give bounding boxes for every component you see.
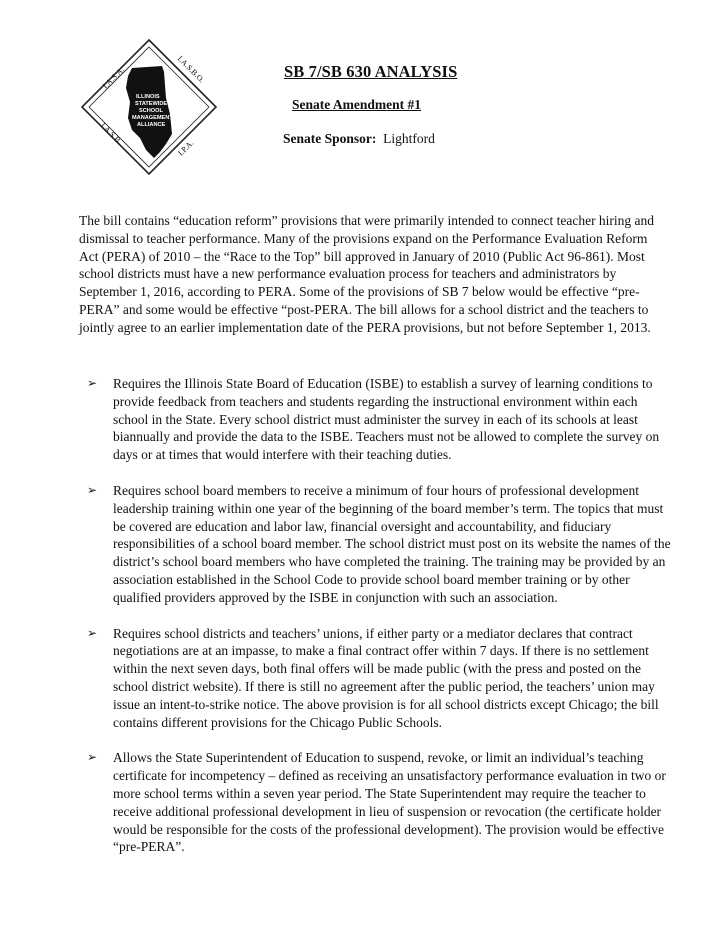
list-item-text: Requires school districts and teachers’ unions, if either party or a mediator declares that contract negotiations are at an impasse, to make a final contract offer within 7 days. If there is no settlement within the next seven days, both final offers will be made public (with the press and posted on the school district website). If there is still no agreement after the public period, the teachers’ union may issue an intent-to-strike notice. The above provision is for all school districts except Chicago; the bill contains different provisions for the Chicago Public Schools. xyxy=(113,625,659,730)
sponsor-label: Senate Sponsor: xyxy=(283,131,377,146)
sponsor-line xyxy=(283,131,435,147)
list-item xyxy=(87,482,672,607)
provisions-list xyxy=(87,375,672,874)
logo-corner-bottom-right: I.P.A. xyxy=(176,138,196,158)
logo-name-line: ILLINOIS xyxy=(136,94,160,100)
list-item-text: Requires the Illinois State Board of Education (ISBE) to establish a survey of learning conditions to provide feedback from teachers and students regarding the instructional environment within each school in the State. Every school district must administer the survey in each of its schools at least biannually and provide the data to the ISBE. Teachers must not be allowed to complete the survey on days or at times that would interfere with their teaching duties. xyxy=(113,376,660,463)
logo-name-line: STATEWIDE xyxy=(135,101,168,107)
logo-name-line: MANAGEMENT xyxy=(132,115,173,121)
amendment-label: Senate Amendment #1 xyxy=(292,97,421,112)
intro-paragraph: The bill contains “education reform” provisions that were primarily intended to connect teacher hiring and dismissal to teacher performance. Many of the provisions expand on the Performance Evaluation Reform Act (PERA) of 2010 – the “Race to the Top” bill approved in January of 2010 (Public Act 96-861). Most school districts must have a new performance evaluation process for teachers and administrators by September 1, 2016, according to PERA. Some of the provisions of SB 7 below would be effective “pre-PERA” and some would be effective “post-PERA. The bill allows for a school district and the teachers to jointly agree to an earlier implementation date of the PERA provisions, but not before September 1, 2013. xyxy=(79,213,655,335)
logo-name-line: SCHOOL xyxy=(139,108,163,114)
logo-name-line: ALLIANCE xyxy=(137,122,166,128)
logo-corner-bottom-left: I.A.S.B. xyxy=(98,121,124,147)
logo-corner-top-left: I.A.S.A. xyxy=(100,65,127,91)
arrow-bullet-icon: ➢ xyxy=(87,482,98,497)
list-item-text: Requires school board members to receive a minimum of four hours of professional development leadership training within one year of the beginning of the board member’s term. The topics that must be covered are education and labor law, financial oversight and accountability, and fiduciary responsibilities of a school board member. The school district must post on its website the names of the district’s school board members who have completed the training. The training may be provided by an association established in the School Code to provide school board member training or by other qualified providers approved by the ISBE in conjunction with such an association. xyxy=(113,482,671,605)
list-item-text: Allows the State Superintendent of Education to suspend, revoke, or limit an individual’s teaching certificate for incompetency – defined as receiving an unsatisfactory performance evaluation in two or more school terms within a seven year period. The State Superintendent may require the teacher to receive additional professional development in lieu of suspension or revocation (the certificate holder would be responsible for the costs of the professional development). The provision would be effective “pre-PERA”. xyxy=(113,750,666,855)
list-item xyxy=(87,625,672,732)
list-item xyxy=(87,749,672,856)
sponsor-name: Lightford xyxy=(383,131,435,146)
arrow-bullet-icon: ➢ xyxy=(87,625,98,640)
logo-corner-top-right: I.A.S.B.O. xyxy=(175,54,207,85)
document-title: SB 7/SB 630 ANALYSIS xyxy=(284,62,458,81)
arrow-bullet-icon: ➢ xyxy=(87,376,98,390)
arrow-bullet-icon: ➢ xyxy=(87,750,98,765)
list-item xyxy=(87,375,672,464)
alliance-logo xyxy=(80,38,218,176)
